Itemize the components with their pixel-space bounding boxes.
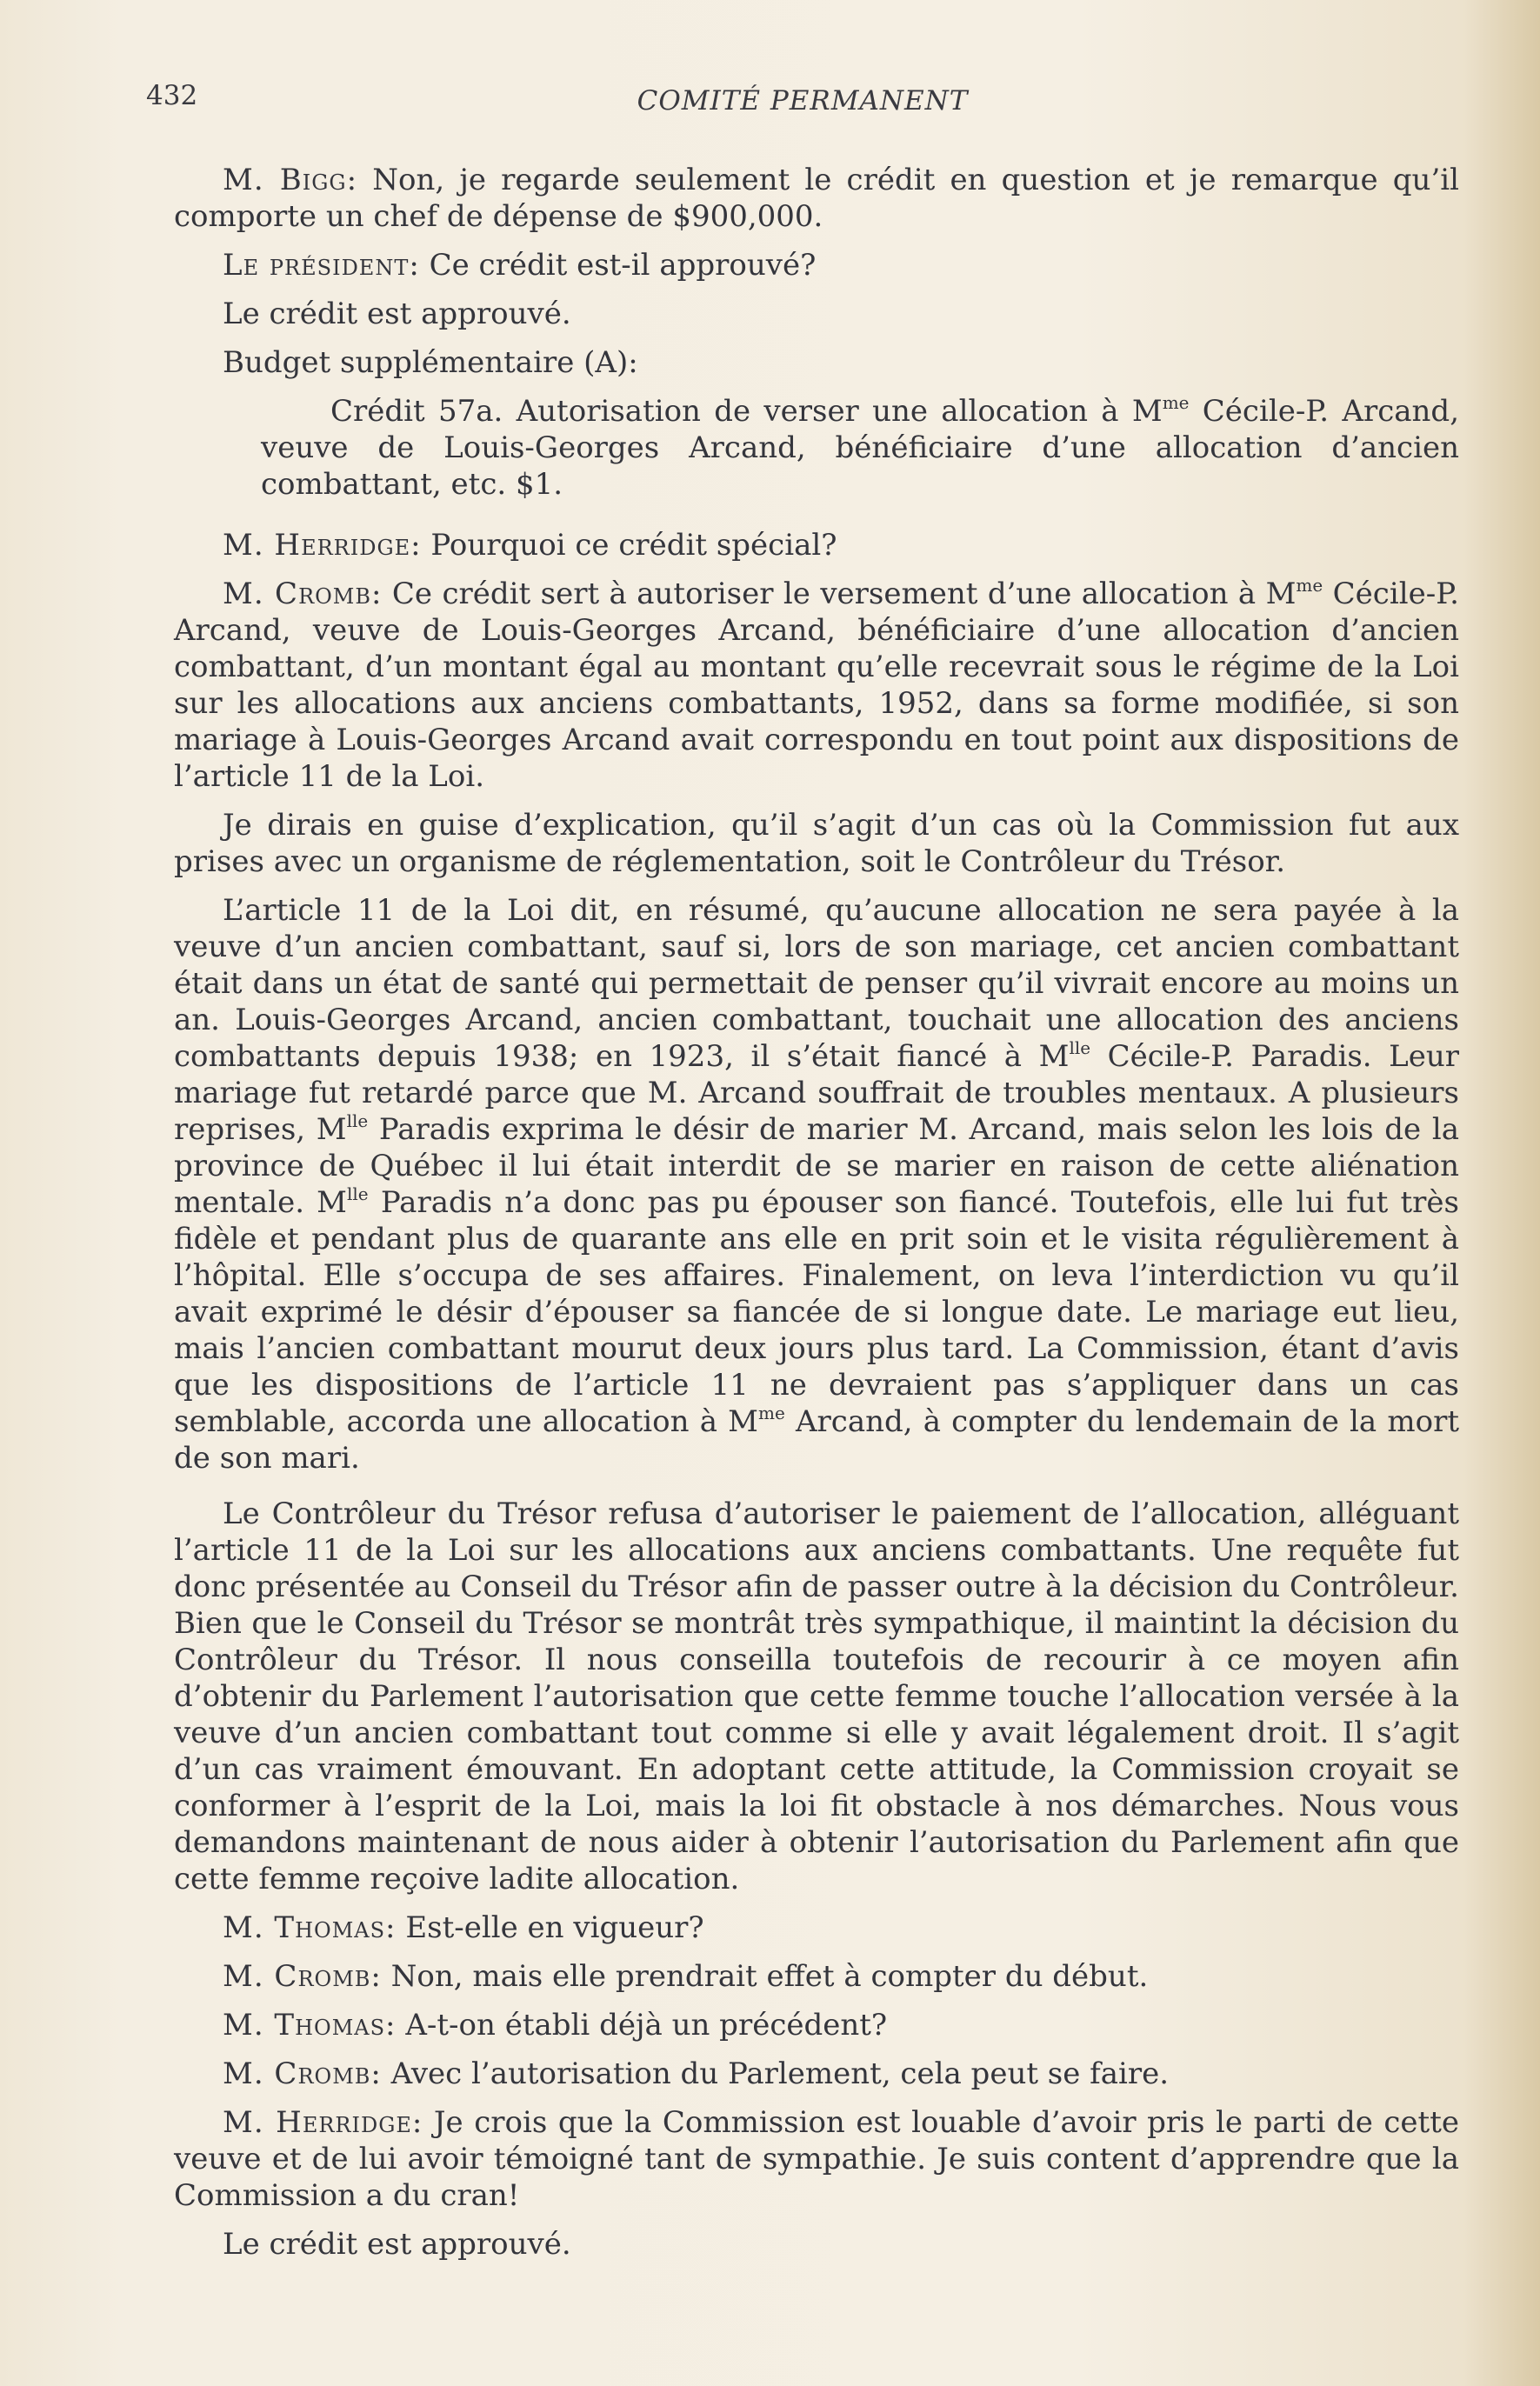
superscript: me	[757, 1403, 785, 1423]
credit-item-57a	[174, 393, 1459, 503]
speech-text: Arcand, à compter du lendemain de la mort de son mari.	[174, 1404, 1459, 1476]
speech-text: Le Contrôleur du Trésor refusa d’autoriser le paiement de l’allocation, alléguant l’article 11 de la Loi sur les allocations aux anciens combattants. Une requête fut donc présentée au Conseil du Trésor afin de passer outre à la décision du Contrôleur. Bien que le Conseil du Trésor se montrât très sympathique, il maintint la décision du Contrôleur du Trésor. Il nous conseilla toutefois de recourir à ce moyen afin d’obtenir du Parlement l’autorisation que cette femme touche l’allocation versée à la veuve d’un ancien combattant tout comme si elle y avait légalement droit. Il s’agit d’un cas vraiment émouvant. En adoptant cette attitude, la Commission croyait se conformer à l’esprit de la Loi, mais la loi fit obstacle à nos démarches. Nous vous demandons maintenant de nous aider à obtenir l’autorisation du Parlement afin que cette femme reçoive ladite allocation.	[174, 1496, 1459, 1896]
speech-text: A-t-on établi déjà un précédent?	[396, 2008, 888, 2043]
speech-text: Non, je regarde seulement le crédit en question et je remarque qu’il comporte un chef de dépense de $900,000.	[174, 163, 1459, 234]
superscript: lle	[347, 1183, 369, 1204]
speaker-name: M. Bigg:	[223, 163, 358, 197]
speaker-name: Le président:	[223, 248, 420, 283]
speech-text: Ce crédit est-il approuvé?	[419, 248, 817, 283]
speech-text: Cécile-P. Arcand, veuve de Louis-Georges Arcand, bénéficiaire d’une allocation d’ancien combattant, d’un montant égal au montant qu’elle recevrait sous le régime de la Loi sur les allocations aux anciens combattants, 1952, dans sa forme modifiée, si son mariage à Louis-Georges Arcand avait correspondu en tout point aux dispositions de l’article 11 de la Loi.	[174, 577, 1459, 794]
paragraph-cromb-explanation	[174, 576, 1459, 795]
speaker-name: M. Cromb:	[223, 1959, 382, 1994]
speaker-name: M. Thomas:	[223, 1910, 397, 1945]
speech-text: Non, mais elle prendrait effet à compter du début.	[381, 1959, 1149, 1994]
paragraph-cromb-1	[174, 1958, 1459, 1995]
paragraph-bigg	[174, 162, 1459, 235]
paragraph-cromb-2	[174, 2056, 1459, 2092]
paragraph-herridge-final	[174, 2104, 1459, 2214]
superscript: lle	[346, 1110, 369, 1131]
page-header	[146, 80, 1459, 123]
superscript: me	[1162, 392, 1190, 413]
document-body	[174, 162, 1459, 2275]
paragraph-approved	[174, 296, 1459, 332]
paragraph-thomas-1	[174, 1909, 1459, 1946]
speech-text: Avec l’autorisation du Parlement, cela peut se faire.	[381, 2056, 1170, 2091]
speech-text: Cécile-P. Paradis. Leur mariage fut retardé parce que M. Arcand souffrait de troubles mentaux. A plusieurs reprises, M	[174, 1039, 1460, 1147]
speech-text: Je dirais en guise d’explication, qu’il s’agit d’un cas où la Commission fut aux prises avec un organisme de réglementation, soit le Contrôleur du Trésor.	[174, 808, 1459, 879]
speech-text: Est-elle en vigueur?	[396, 1910, 704, 1945]
speech-text: Paradis n’a donc pas pu épouser son fiancé. Toutefois, elle lui fut très fidèle et pendant plus de quarante ans elle en prit soin et le visita régulièrement à l’hôpital. Elle s’occupa de ses affaires. Finalement, on leva l’interdiction vu qu’il avait exprimé le désir d’épouser sa fiancée de si longue date. Le mariage eut lieu, mais l’ancien combattant mourut deux jours plus tard. La Commission, étant d’avis que les dispositions de l’article 11 ne devraient pas s’appliquer dans un cas semblable, accorda une allocation à M	[174, 1185, 1459, 1439]
speaker-name: M. Cromb:	[223, 577, 383, 611]
speaker-name: M. Herridge:	[223, 528, 422, 563]
speech-text: Je crois que la Commission est louable d’avoir pris le parti de cette veuve et de lui avoir témoigné tant de sympathie. Je suis content d’apprendre que la Commission a du cran!	[174, 2105, 1459, 2213]
speaker-name: M. Herridge:	[223, 2105, 423, 2140]
superscript: lle	[1069, 1037, 1091, 1058]
paragraph-herridge-question	[174, 527, 1459, 563]
speech-text: Crédit 57a. Autorisation de verser une allocation à M	[330, 394, 1163, 429]
speaker-name: M. Thomas:	[223, 2008, 397, 2043]
paragraph-supplementary-budget	[174, 344, 1459, 381]
superscript: me	[1296, 575, 1323, 596]
paragraph-treasury	[174, 1496, 1459, 1897]
paragraph-article-11	[174, 892, 1459, 1476]
speech-text: Cécile-P. Arcand, veuve de Louis-Georges Arcand, bénéficiaire d’une allocation d’ancien combattant, etc. $1.	[261, 394, 1459, 502]
paragraph-thomas-2	[174, 2007, 1459, 2043]
paragraph-president	[174, 247, 1459, 283]
speech-text: Pourquoi ce crédit spécial?	[421, 528, 837, 563]
running-head: COMITÉ PERMANENT	[637, 85, 969, 117]
speech-text: L’article 11 de la Loi dit, en résumé, qu’aucune allocation ne sera payée à la veuve d’un ancien combattant, sauf si, lors de son mariage, cet ancien combattant était dans un état de santé qui permettait de penser qu’il vivrait encore au moins un an. Louis-Georges Arcand, ancien combattant, touchait une allocation des anciens combattants depuis 1938; en 1923, il s’était fiancé à M	[174, 893, 1459, 1074]
paragraph-final-approved	[174, 2226, 1459, 2263]
page-number: 432	[146, 80, 198, 111]
paragraph-explanation	[174, 807, 1459, 880]
speech-text: Le crédit est approuvé.	[223, 2227, 571, 2262]
speech-text: Paradis exprima le désir de marier M. Arcand, mais selon les lois de la province de Québec il lui était interdit de se marier en raison de cette aliénation mentale. M	[174, 1112, 1459, 1220]
speech-text: Budget supplémentaire (A):	[223, 345, 638, 380]
speaker-name: M. Cromb:	[223, 2056, 382, 2091]
speech-text: Le crédit est approuvé.	[223, 297, 571, 331]
speech-text: Ce crédit sert à autoriser le versement d’une allocation à M	[382, 577, 1297, 611]
